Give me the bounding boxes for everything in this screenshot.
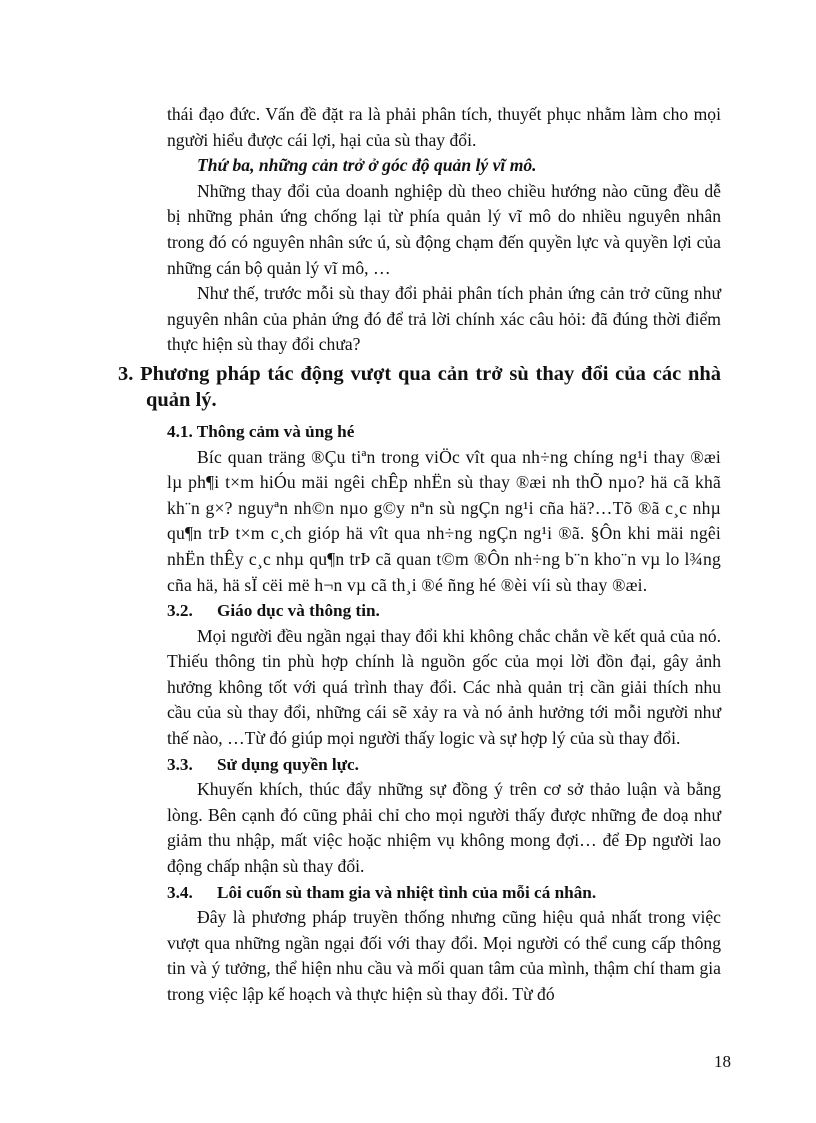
page-content	[118, 102, 721, 1008]
subsection-number: 3.4.	[167, 882, 193, 902]
subsection-heading-3-2	[167, 598, 721, 624]
page-number: 18	[714, 1052, 731, 1071]
subsection-number: 3.3.	[167, 754, 193, 774]
paragraph-participation: Đây là phương pháp truyền thống nhưng cũng hiệu quả nhất trong việc vượt qua những ngần ngại đối với thay đổi. Mọi người có thể cung cấp thông tin và ý tưởng, thể hiện nhu cầu và mối quan tâm của mình, thậm chí tham gia trong việc lập kế hoạch và thực hiện sù thay đổi. Từ đó	[167, 907, 721, 1004]
subsection-heading-4-1: 4.1. Thông cảm và ủng hé	[167, 421, 355, 441]
paragraph-analysis: Như thế, trước mỗi sù thay đổi phải phân tích phản ứng cản trở cũng như nguyên nhân của phản ứng đó để trả lời chính xác câu hỏi: đã đúng thời điểm thực hiện sù thay đổi chưa?	[167, 283, 721, 355]
section-heading-3: 3. Phương pháp tác động vượt qua cản trở sù thay đổi của các nhà quản lý.	[118, 362, 721, 411]
subsection-heading-3-3	[167, 752, 721, 778]
subsection-heading-3-4	[167, 880, 721, 906]
paragraph-use-of-power: Khuyến khích, thúc đẩy những sự đồng ý trên cơ sở thảo luận và bằng lòng. Bên cạnh đó cũng phải chỉ cho mọi người thấy được những đe doạ như giảm thu nhập, mất việc hoặc nhiệm vụ không mong đợi… để Ðp người lao động chấp nhận sù thay đổi.	[167, 779, 721, 877]
subsection-title: Sử dụng quyền lực.	[217, 754, 359, 774]
paragraph-empathy-support: Bíc quan träng ®Çu tiªn trong viÖc vît qua nh÷ng chíng ng¹i thay ®æi lµ ph¶i t×m hiÓu mäi ngêi chÊp nhËn sù thay ®æi nh thÕ nµo? hä cã khã kh¨n g×? nguyªn nh©n nµo g©y nªn sù ngÇn ng¹i cña hä?…Tõ ®ã c¸c nhµ qu¶n trÞ t×m c¸ch gióp hä vît qua nh÷ng ngÇn ng¹i ®ã. §Ôn khi mäi ngêi nhËn thÊy c¸c nhµ qu¶n trÞ cã quan t©m ®Ôn nh÷ng b¨n kho¨n vµ lo l¾ng cña hä, hä sÏ cëi më h¬n vµ cã th¸i ®é ñng hé ®èi víi sù thay ®æi.	[167, 446, 721, 595]
paragraph-education-information: Mọi người đều ngần ngại thay đổi khi không chắc chắn về kết quả của nó. Thiếu thông tin phù hợp chính là nguồn gốc của mọi lời đồn đại, gây ảnh hưởng không tốt với quá trình thay đổi. Các nhà quản trị cần giải thích nhu cầu của sù thay đổi, những cái sẽ xảy ra và nó ảnh hưởng tới mỗi người như thế nào, …Từ đó giúp mọi người thấy logic và sự hợp lý của sù thay đổi.	[167, 625, 721, 749]
subheading-third-barrier: Thứ ba, những cản trở ở góc độ quản lý vĩ mô.	[197, 155, 537, 176]
paragraph-intro: thái đạo đức. Vấn đề đặt ra là phải phân tích, thuyết phục nhằm làm cho mọi người hiểu được cái lợi, hại của sù thay đổi.	[167, 104, 721, 150]
subsection-title: Lôi cuốn sù tham gia và nhiệt tình của mỗi cá nhân.	[217, 882, 597, 902]
subsection-title: Giáo dục và thông tin.	[217, 601, 380, 621]
paragraph-macro-management: Những thay đổi của doanh nghiệp dù theo chiều hướng nào cũng đều dễ bị những phản ứng chống lại từ phía quản lý vĩ mô do nhiều nguyên nhân trong đó có nguyên nhân sức ú, sù động chạm đến quyền lực và quyền lợi của những cán bộ quản lý vĩ mô, …	[167, 180, 721, 278]
subsection-number: 3.2.	[167, 601, 193, 621]
